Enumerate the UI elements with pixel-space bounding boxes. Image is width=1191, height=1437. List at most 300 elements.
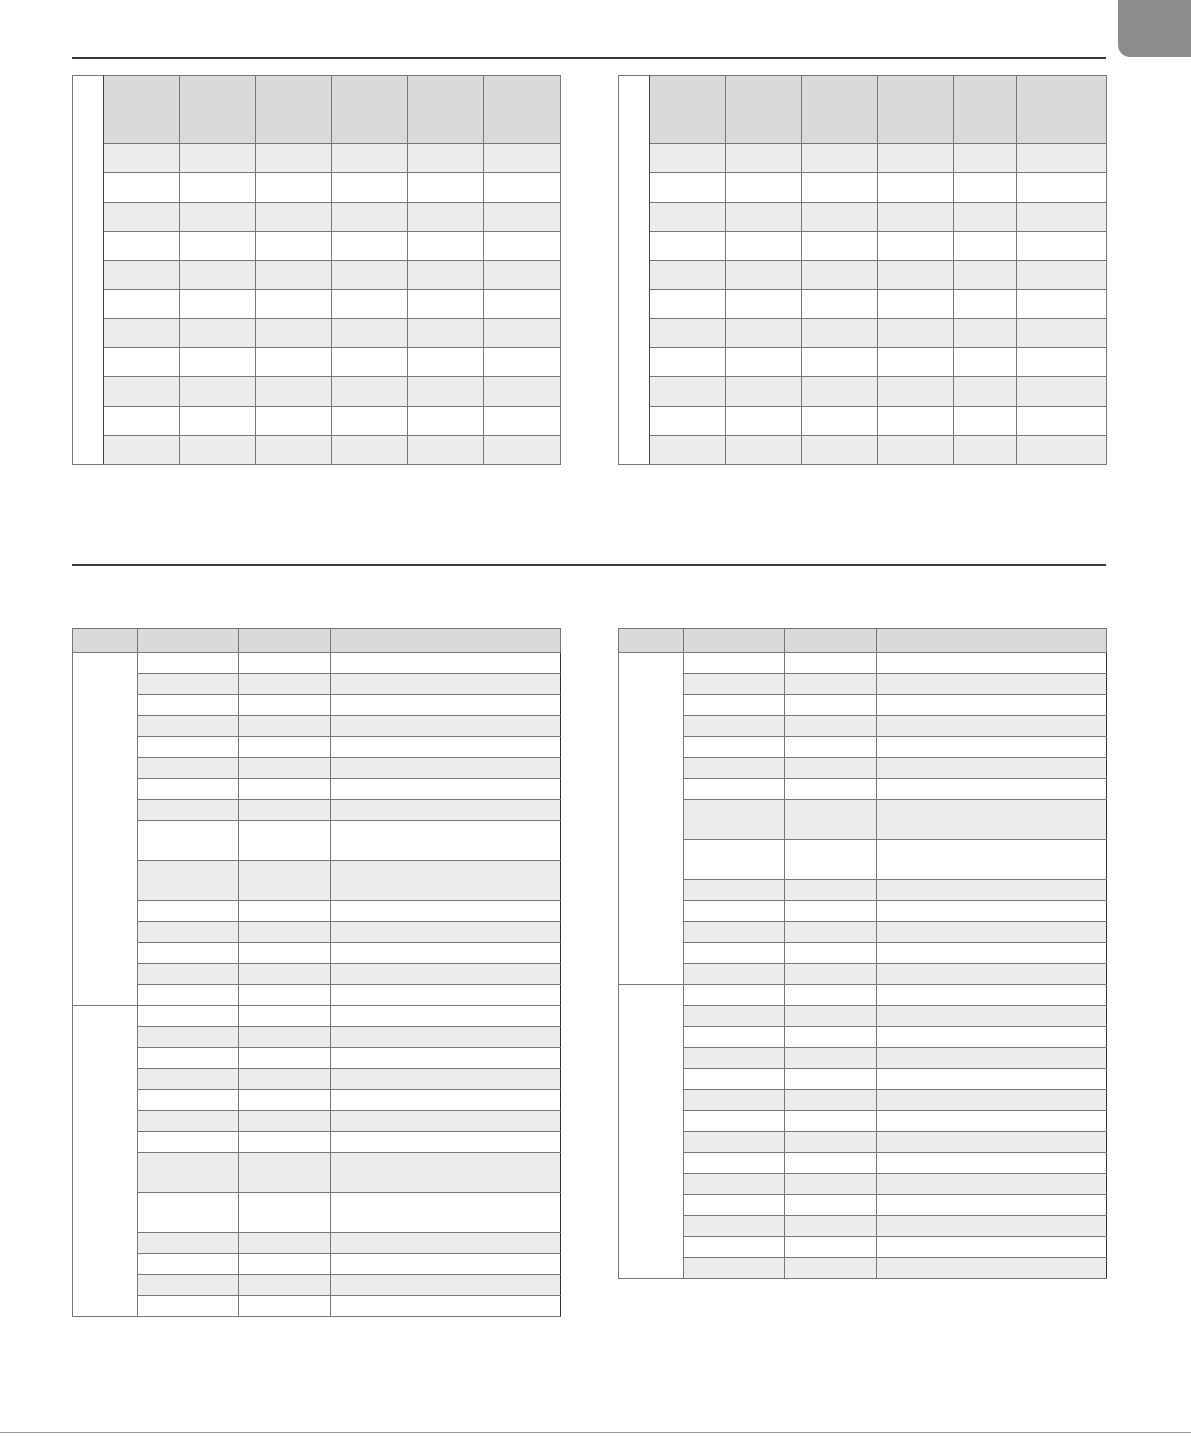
spec-column-header xyxy=(954,76,1017,144)
list-cell xyxy=(239,737,331,758)
list-row xyxy=(619,880,1107,901)
spec-cell xyxy=(332,348,408,377)
spec-cell xyxy=(802,260,878,289)
spec-cell xyxy=(954,319,1017,348)
list-cell xyxy=(877,1258,1107,1279)
list-row xyxy=(73,1233,561,1254)
list-cell xyxy=(785,716,877,737)
list-cell xyxy=(877,943,1107,964)
spec-row xyxy=(73,319,561,348)
list-cell xyxy=(239,674,331,695)
spec-cell xyxy=(408,290,484,319)
spec-row xyxy=(619,144,1107,173)
section-rule-top xyxy=(72,57,1106,59)
spec-cell xyxy=(332,260,408,289)
list-cell xyxy=(138,1275,239,1296)
spec-row xyxy=(73,348,561,377)
spec-cell xyxy=(104,173,180,202)
spec-cell xyxy=(408,319,484,348)
spec-cell xyxy=(1017,202,1107,231)
list-cell xyxy=(138,1233,239,1254)
list-table-left xyxy=(72,628,561,1317)
list-cell xyxy=(239,1254,331,1275)
spec-cell xyxy=(650,231,726,260)
spec-cell xyxy=(104,290,180,319)
list-cell xyxy=(239,1111,331,1132)
spec-cell xyxy=(104,319,180,348)
spec-header-row xyxy=(73,76,561,144)
list-row xyxy=(73,1048,561,1069)
spec-cell xyxy=(180,173,256,202)
list-cell xyxy=(138,985,239,1006)
list-cell xyxy=(138,758,239,779)
spec-cell xyxy=(726,377,802,406)
list-cell xyxy=(239,1048,331,1069)
spec-cell xyxy=(650,435,726,464)
spec-cell xyxy=(726,435,802,464)
spec-cell xyxy=(256,260,332,289)
spec-cell xyxy=(802,377,878,406)
spec-cell xyxy=(878,406,954,435)
spec-column-header xyxy=(256,76,332,144)
spec-cell xyxy=(180,348,256,377)
list-row xyxy=(73,800,561,821)
list-cell xyxy=(138,695,239,716)
list-cell xyxy=(138,1254,239,1275)
list-cell xyxy=(877,985,1107,1006)
spec-cell xyxy=(954,435,1017,464)
spec-cell xyxy=(256,231,332,260)
spec-cell xyxy=(726,144,802,173)
list-cell xyxy=(684,1048,785,1069)
spec-cell xyxy=(954,202,1017,231)
spec-cell xyxy=(256,319,332,348)
list-cell xyxy=(239,985,331,1006)
spec-cell xyxy=(332,231,408,260)
list-cell xyxy=(877,880,1107,901)
spec-cell xyxy=(256,377,332,406)
spec-cell xyxy=(1017,144,1107,173)
spec-side-label xyxy=(73,76,104,465)
spec-row xyxy=(619,173,1107,202)
list-row xyxy=(619,1132,1107,1153)
spec-cell xyxy=(954,144,1017,173)
list-row xyxy=(619,985,1107,1006)
list-cell xyxy=(684,1111,785,1132)
spec-cell xyxy=(802,406,878,435)
list-row xyxy=(619,1237,1107,1258)
list-cell xyxy=(684,737,785,758)
list-cell xyxy=(138,922,239,943)
spec-cell xyxy=(408,231,484,260)
list-cell xyxy=(239,901,331,922)
list-cell xyxy=(785,840,877,880)
list-cell xyxy=(138,1193,239,1233)
list-row xyxy=(619,1027,1107,1048)
list-cell xyxy=(684,695,785,716)
list-row xyxy=(619,737,1107,758)
spec-cell xyxy=(726,202,802,231)
list-cell xyxy=(684,985,785,1006)
spec-cell xyxy=(408,348,484,377)
list-cell xyxy=(138,1069,239,1090)
list-cell xyxy=(877,779,1107,800)
list-cell xyxy=(138,737,239,758)
spec-cell xyxy=(954,290,1017,319)
spec-cell xyxy=(1017,377,1107,406)
spec-cell xyxy=(484,348,561,377)
list-cell xyxy=(785,1048,877,1069)
spec-cell xyxy=(650,173,726,202)
list-cell xyxy=(331,653,561,674)
spec-cell xyxy=(878,144,954,173)
spec-cell xyxy=(180,144,256,173)
spec-cell xyxy=(484,290,561,319)
spec-cell xyxy=(256,348,332,377)
spec-cell xyxy=(802,319,878,348)
spec-cell xyxy=(484,202,561,231)
spec-cell xyxy=(484,260,561,289)
list-cell xyxy=(785,922,877,943)
spec-cell xyxy=(650,144,726,173)
list-cell xyxy=(785,1216,877,1237)
list-cell xyxy=(239,1153,331,1193)
spec-cell xyxy=(332,202,408,231)
list-cell xyxy=(331,1296,561,1317)
spec-cell xyxy=(726,406,802,435)
list-cell xyxy=(138,1048,239,1069)
spec-cell xyxy=(256,202,332,231)
spec-cell xyxy=(954,377,1017,406)
spec-cell xyxy=(802,435,878,464)
list-group-label xyxy=(73,653,138,1006)
list-row xyxy=(619,1069,1107,1090)
list-row xyxy=(73,695,561,716)
list-row xyxy=(73,943,561,964)
spec-cell xyxy=(180,319,256,348)
list-cell xyxy=(877,674,1107,695)
spec-cell xyxy=(802,290,878,319)
list-cell xyxy=(877,1090,1107,1111)
spec-cell xyxy=(726,173,802,202)
list-cell xyxy=(331,1254,561,1275)
spec-cell xyxy=(1017,435,1107,464)
spec-cell xyxy=(650,290,726,319)
list-cell xyxy=(331,779,561,800)
list-cell xyxy=(138,1132,239,1153)
spec-cell xyxy=(104,231,180,260)
list-cell xyxy=(684,1006,785,1027)
spec-side-label xyxy=(619,76,650,465)
list-cell xyxy=(138,1090,239,1111)
list-cell xyxy=(785,779,877,800)
list-cell xyxy=(239,1275,331,1296)
list-row xyxy=(619,1153,1107,1174)
spec-cell xyxy=(878,202,954,231)
list-row xyxy=(73,821,561,861)
list-row xyxy=(619,716,1107,737)
spec-cell xyxy=(408,435,484,464)
list-cell xyxy=(138,943,239,964)
list-row xyxy=(73,1193,561,1233)
spec-cell xyxy=(954,348,1017,377)
spec-column-header xyxy=(332,76,408,144)
spec-cell xyxy=(1017,173,1107,202)
list-row xyxy=(73,653,561,674)
list-cell xyxy=(239,716,331,737)
spec-cell xyxy=(180,406,256,435)
spec-row xyxy=(619,377,1107,406)
list-cell xyxy=(331,1090,561,1111)
list-cell xyxy=(331,1069,561,1090)
list-cell xyxy=(331,800,561,821)
spec-cell xyxy=(104,377,180,406)
list-cell xyxy=(684,1027,785,1048)
spec-cell xyxy=(878,319,954,348)
list-cell xyxy=(877,800,1107,840)
list-cell xyxy=(684,1237,785,1258)
spec-cell xyxy=(878,290,954,319)
spec-column-header xyxy=(650,76,726,144)
list-cell xyxy=(138,1111,239,1132)
list-cell xyxy=(785,737,877,758)
list-cell xyxy=(877,1216,1107,1237)
spec-column-header xyxy=(180,76,256,144)
spec-cell xyxy=(104,406,180,435)
list-cell xyxy=(785,901,877,922)
list-cell xyxy=(877,1195,1107,1216)
spec-cell xyxy=(180,377,256,406)
list-cell xyxy=(785,985,877,1006)
list-column-header xyxy=(138,629,239,653)
list-cell xyxy=(877,1111,1107,1132)
list-cell xyxy=(785,1027,877,1048)
spec-cell xyxy=(332,377,408,406)
list-row xyxy=(73,901,561,922)
spec-cell xyxy=(256,290,332,319)
spec-row xyxy=(619,231,1107,260)
list-header-row xyxy=(73,629,561,653)
spec-cell xyxy=(802,231,878,260)
list-row xyxy=(619,779,1107,800)
spec-cell xyxy=(802,144,878,173)
spec-cell xyxy=(408,377,484,406)
list-cell xyxy=(877,1006,1107,1027)
list-cell xyxy=(785,758,877,779)
list-row xyxy=(73,1090,561,1111)
list-row xyxy=(619,901,1107,922)
list-row xyxy=(619,695,1107,716)
spec-cell xyxy=(104,435,180,464)
spec-cell xyxy=(484,435,561,464)
spec-cell xyxy=(802,348,878,377)
list-cell xyxy=(239,861,331,901)
list-cell xyxy=(785,1132,877,1153)
spec-cell xyxy=(650,319,726,348)
list-cell xyxy=(138,901,239,922)
spec-row xyxy=(73,202,561,231)
spec-cell xyxy=(180,290,256,319)
spec-cell xyxy=(332,290,408,319)
spec-row xyxy=(619,202,1107,231)
spec-cell xyxy=(180,202,256,231)
spec-row xyxy=(73,173,561,202)
list-cell xyxy=(138,861,239,901)
list-cell xyxy=(785,695,877,716)
spec-cell xyxy=(332,435,408,464)
spec-cell xyxy=(408,260,484,289)
list-cell xyxy=(239,821,331,861)
spec-cell xyxy=(104,202,180,231)
spec-cell xyxy=(180,435,256,464)
list-row xyxy=(619,1111,1107,1132)
list-cell xyxy=(331,695,561,716)
list-cell xyxy=(138,1027,239,1048)
spec-cell xyxy=(726,260,802,289)
list-column-header xyxy=(331,629,561,653)
list-cell xyxy=(684,840,785,880)
list-row xyxy=(619,1258,1107,1279)
list-cell xyxy=(684,1069,785,1090)
list-row xyxy=(619,840,1107,880)
spec-cell xyxy=(484,231,561,260)
spec-row xyxy=(619,319,1107,348)
list-cell xyxy=(331,1275,561,1296)
spec-row xyxy=(73,290,561,319)
list-row xyxy=(73,922,561,943)
list-cell xyxy=(138,716,239,737)
list-cell xyxy=(138,821,239,861)
list-row xyxy=(73,779,561,800)
spec-table-right xyxy=(618,75,1107,465)
list-cell xyxy=(239,964,331,985)
spec-cell xyxy=(802,202,878,231)
list-cell xyxy=(684,1195,785,1216)
spec-cell xyxy=(650,260,726,289)
spec-cell xyxy=(408,406,484,435)
list-cell xyxy=(785,1258,877,1279)
spec-cell xyxy=(484,319,561,348)
list-row xyxy=(73,674,561,695)
spec-row xyxy=(73,377,561,406)
list-row xyxy=(73,964,561,985)
spec-cell xyxy=(256,406,332,435)
spec-cell xyxy=(1017,348,1107,377)
list-cell xyxy=(331,943,561,964)
list-column-header xyxy=(877,629,1107,653)
list-cell xyxy=(877,1069,1107,1090)
list-cell xyxy=(684,1216,785,1237)
list-row xyxy=(73,758,561,779)
spec-cell xyxy=(332,406,408,435)
list-cell xyxy=(331,674,561,695)
spec-cell xyxy=(650,202,726,231)
spec-cell xyxy=(256,144,332,173)
list-cell xyxy=(877,758,1107,779)
list-cell xyxy=(785,1174,877,1195)
spec-table-left xyxy=(72,75,561,465)
list-cell xyxy=(138,1006,239,1027)
spec-cell xyxy=(332,319,408,348)
list-cell xyxy=(331,737,561,758)
list-cell xyxy=(877,1132,1107,1153)
spec-column-header xyxy=(408,76,484,144)
list-cell xyxy=(684,1132,785,1153)
list-cell xyxy=(785,1006,877,1027)
list-cell xyxy=(331,716,561,737)
spec-cell xyxy=(104,260,180,289)
list-row xyxy=(619,1216,1107,1237)
list-cell xyxy=(877,1237,1107,1258)
spec-cell xyxy=(408,173,484,202)
list-cell xyxy=(331,1193,561,1233)
list-cell xyxy=(684,674,785,695)
list-cell xyxy=(684,901,785,922)
list-cell xyxy=(138,674,239,695)
spec-cell xyxy=(954,173,1017,202)
list-cell xyxy=(331,1132,561,1153)
list-cell xyxy=(877,737,1107,758)
list-cell xyxy=(684,1174,785,1195)
list-cell xyxy=(239,1296,331,1317)
list-cell xyxy=(239,1006,331,1027)
chapter-tab-marker xyxy=(1118,0,1191,57)
list-cell xyxy=(331,1233,561,1254)
list-column-header xyxy=(619,629,684,653)
list-cell xyxy=(331,1111,561,1132)
footer-rule xyxy=(0,1432,1191,1433)
spec-cell xyxy=(1017,406,1107,435)
list-cell xyxy=(877,1174,1107,1195)
list-cell xyxy=(138,1153,239,1193)
list-cell xyxy=(785,1090,877,1111)
list-cell xyxy=(785,1153,877,1174)
spec-cell xyxy=(878,173,954,202)
list-cell xyxy=(331,964,561,985)
list-row xyxy=(619,1006,1107,1027)
list-cell xyxy=(331,821,561,861)
list-row xyxy=(619,922,1107,943)
list-cell xyxy=(785,943,877,964)
list-cell xyxy=(785,674,877,695)
list-cell xyxy=(239,943,331,964)
list-row xyxy=(73,1006,561,1027)
list-cell xyxy=(239,800,331,821)
list-cell xyxy=(138,964,239,985)
list-row xyxy=(619,653,1107,674)
spec-column-header xyxy=(802,76,878,144)
list-cell xyxy=(684,758,785,779)
list-cell xyxy=(785,964,877,985)
list-cell xyxy=(138,800,239,821)
spec-cell xyxy=(878,348,954,377)
spec-cell xyxy=(1017,231,1107,260)
list-cell xyxy=(239,1233,331,1254)
list-cell xyxy=(684,800,785,840)
list-cell xyxy=(331,985,561,1006)
list-cell xyxy=(331,1153,561,1193)
list-cell xyxy=(785,880,877,901)
spec-cell xyxy=(878,260,954,289)
list-group-label xyxy=(619,653,684,985)
list-row xyxy=(619,943,1107,964)
list-cell xyxy=(239,653,331,674)
list-cell xyxy=(785,1237,877,1258)
spec-cell xyxy=(104,144,180,173)
spec-row xyxy=(73,260,561,289)
list-column-header xyxy=(239,629,331,653)
list-row xyxy=(619,674,1107,695)
